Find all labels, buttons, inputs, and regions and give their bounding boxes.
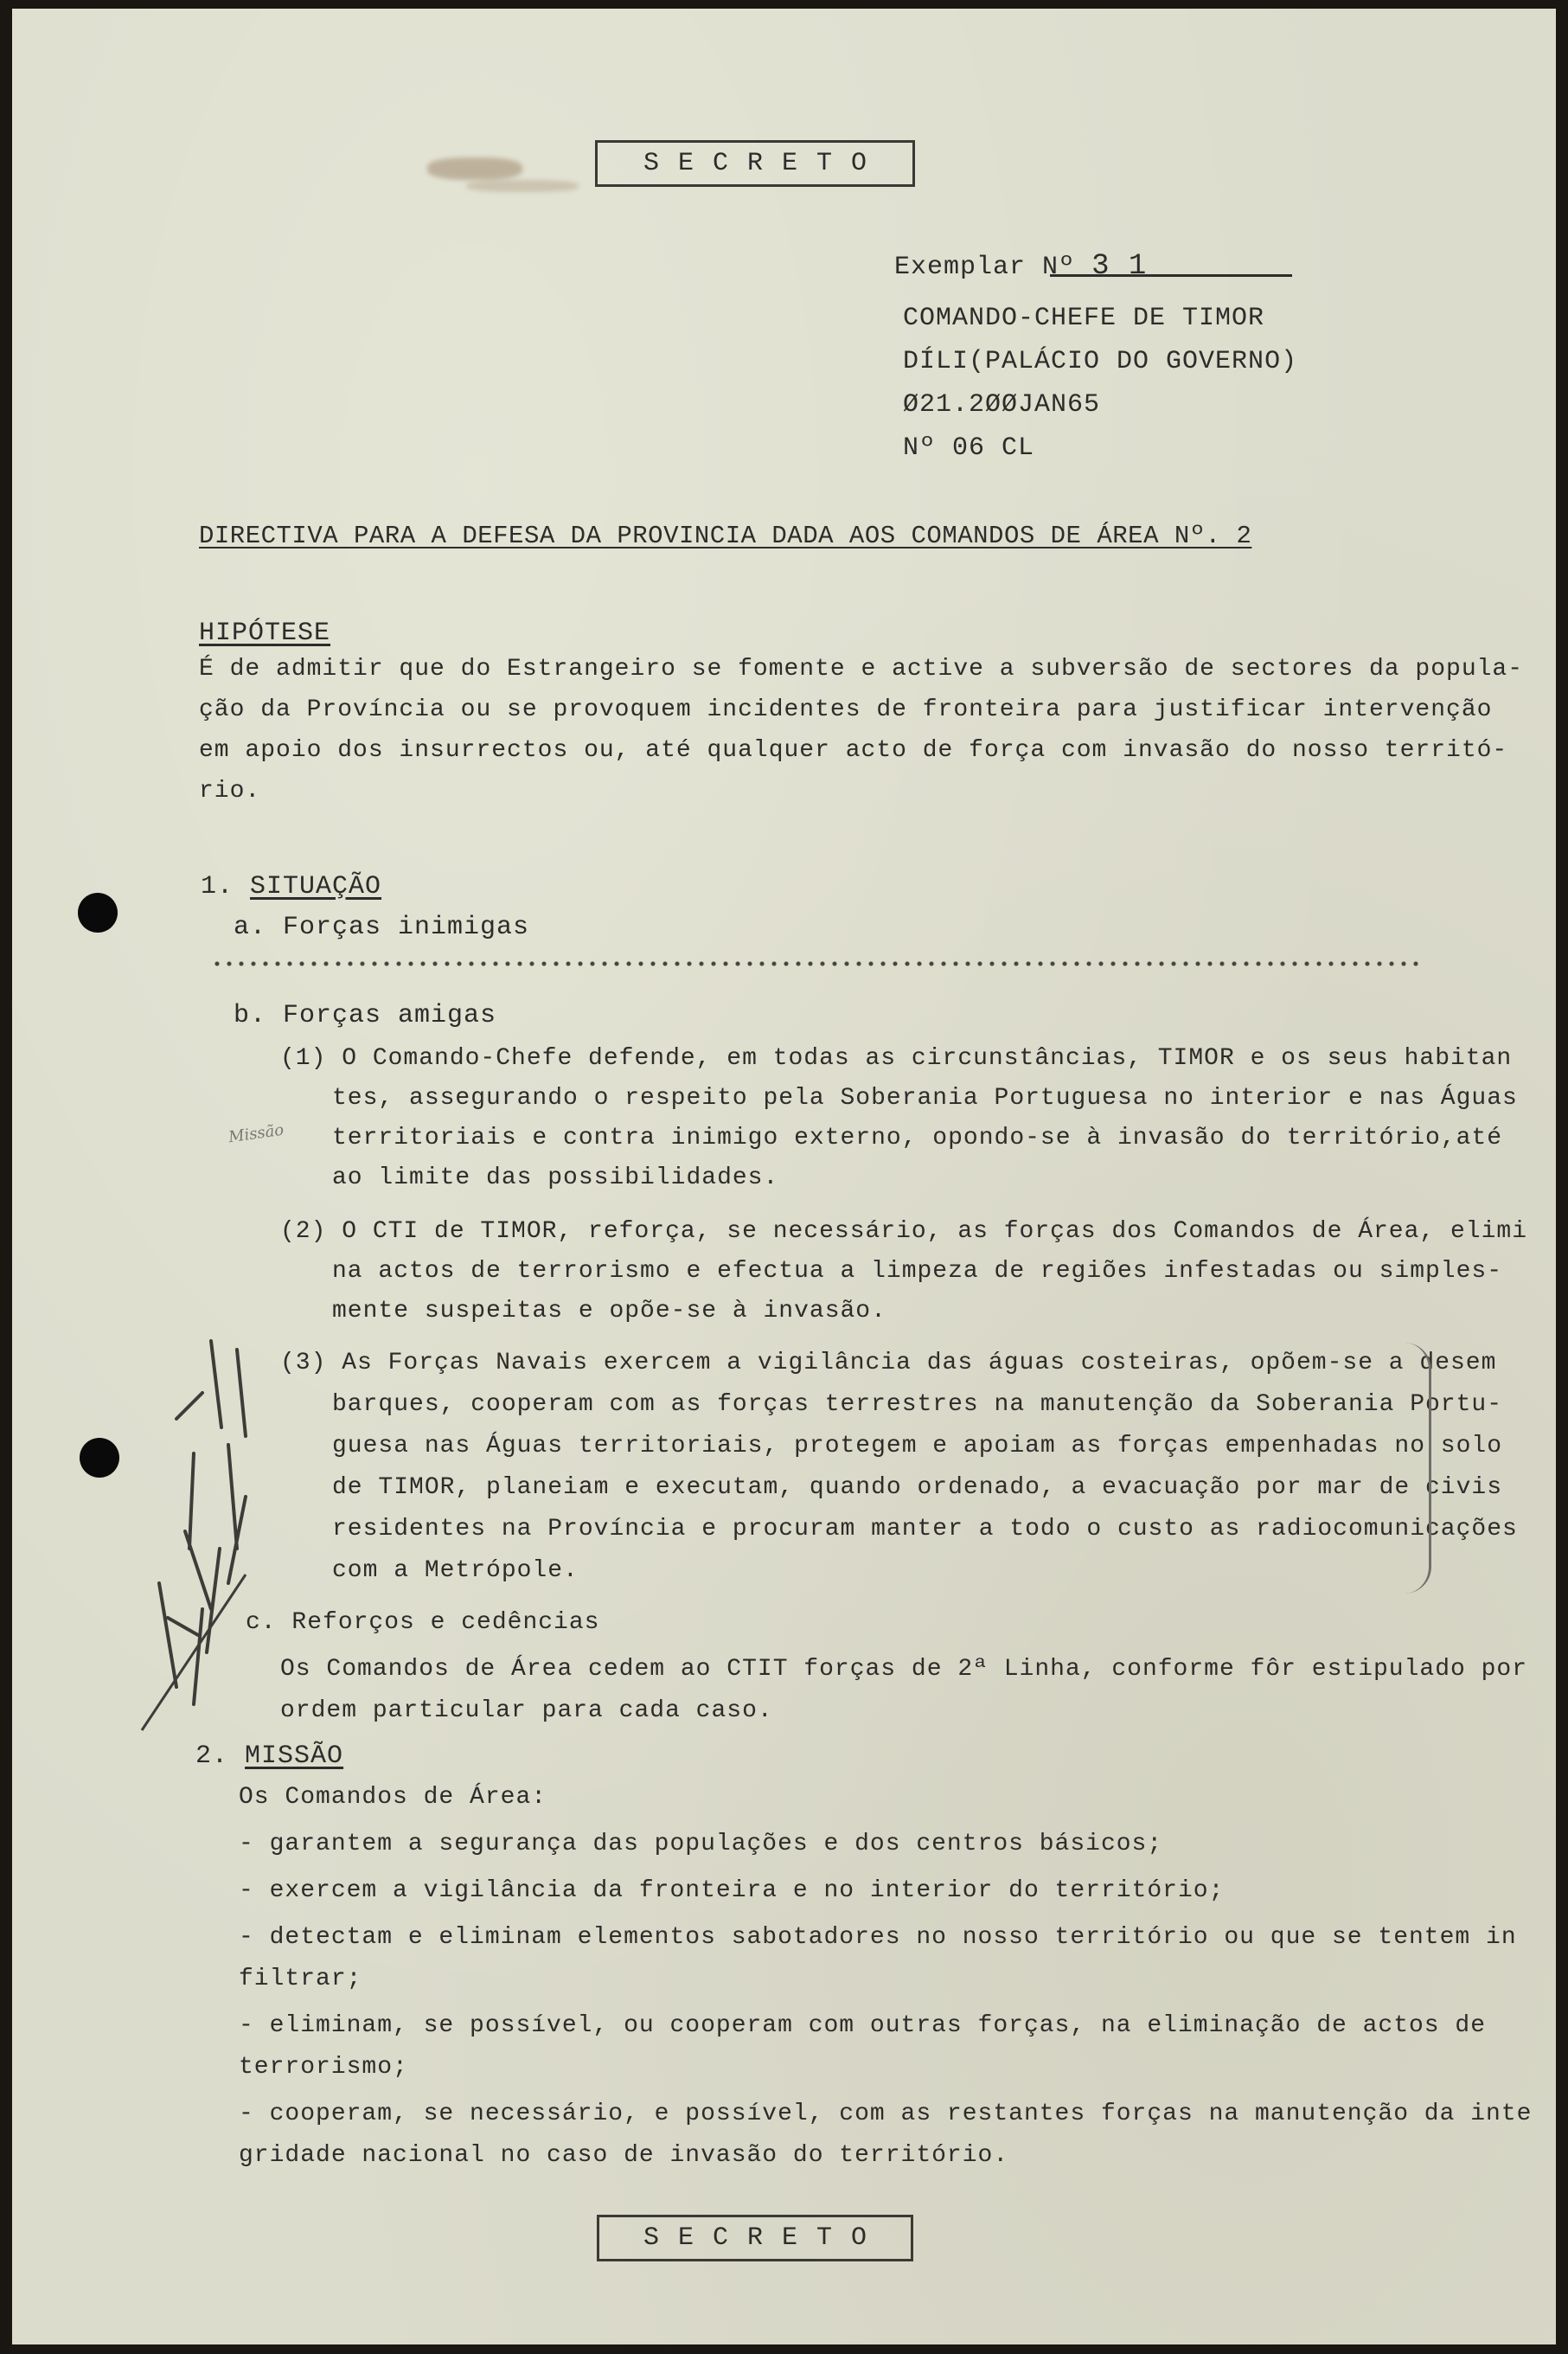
situacao-heading: 1. SITUAÇÃO	[201, 872, 382, 901]
missao-item: - detectam e eliminam elementos sabotadores no nosso território ou que se tentem in	[239, 1924, 1517, 1951]
header-line-number: Nº 06 CL	[903, 433, 1035, 463]
document-title: DIRECTIVA PARA A DEFESA DA PROVINCIA DADA AOS COMANDOS DE ÁREA Nº. 2	[199, 522, 1252, 550]
item1-line: ao limite das possibilidades.	[332, 1164, 779, 1191]
situacao-c: c. Reforços e cedências	[246, 1609, 600, 1636]
exemplar-label: Exemplar Nº 3 1	[894, 250, 1148, 283]
header-line-datetime: Ø21.2ØØJAN65	[903, 390, 1101, 420]
missao-item: terrorismo;	[239, 2054, 408, 2081]
situacao-b: b. Forças amigas	[234, 1001, 497, 1030]
item1-line: tes, assegurando o respeito pela Soberania Portuguesa no interior e nas Águas	[332, 1085, 1518, 1112]
item2-line: na actos de terrorismo e efectua a limpeza de regiões infestadas ou simples-	[332, 1258, 1503, 1285]
header-line-location: DÍLI(PALÁCIO DO GOVERNO)	[903, 347, 1298, 376]
item3-line: de TIMOR, planeiam e executam, quando ordenado, a evacuação por mar de civis	[332, 1474, 1503, 1501]
document-page	[12, 9, 1556, 2344]
missao-item: filtrar;	[239, 1966, 362, 1992]
missao-item: - exercem a vigilância da fronteira e no interior do território;	[239, 1877, 1225, 1904]
missao-intro: Os Comandos de Área:	[239, 1784, 547, 1811]
item1-line: (1) O Comando-Chefe defende, em todas as circunstâncias, TIMOR e os seus habitan	[280, 1045, 1513, 1072]
punch-hole	[78, 893, 118, 933]
hipotese-line: rio.	[199, 778, 261, 805]
missao-item: gridade nacional no caso de invasão do território.	[239, 2142, 1009, 2169]
hipotese-line: É de admitir que do Estrangeiro se fomente e active a subversão de sectores da popula-	[199, 656, 1524, 683]
missao-item: - garantem a segurança das populações e dos centros básicos;	[239, 1831, 1163, 1857]
item3-line: guesa nas Águas territoriais, protegem e apoiam as forças empenhadas no solo	[332, 1433, 1503, 1459]
secret-stamp-top: SECRETO	[595, 140, 915, 187]
situacao-c-line: ordem particular para cada caso.	[280, 1697, 773, 1724]
situacao-a: a. Forças inimigas	[234, 913, 530, 942]
dotted-separator	[211, 960, 1422, 967]
ink-smudge	[466, 180, 579, 192]
item3-line: com a Metrópole.	[332, 1557, 579, 1584]
item1-line: territoriais e contra inimigo externo, opondo-se à invasão do território,até	[332, 1125, 1503, 1151]
margin-bracket	[1405, 1343, 1431, 1594]
missao-item: - cooperam, se necessário, e possível, com as restantes forças na manutenção da inte	[239, 2101, 1533, 2127]
item2-line: (2) O CTI de TIMOR, reforça, se necessário, as forças dos Comandos de Área, elimi	[280, 1218, 1528, 1245]
hipotese-line: em apoio dos insurrectos ou, até qualquer acto de força com invasão do nosso territó-	[199, 737, 1508, 764]
missao-heading: 2. MISSÃO	[195, 1741, 344, 1771]
ink-smudge	[427, 157, 522, 180]
hipotese-line: ção da Província ou se provoquem incidentes de fronteira para justificar intervenção	[199, 696, 1493, 723]
handwritten-signature	[107, 1324, 280, 1739]
exemplar-value: 3 1	[1091, 250, 1148, 283]
hipotese-heading: HIPÓTESE	[199, 619, 331, 648]
item3-line: residentes na Província e procuram manter a todo o custo as radiocomunicações	[332, 1516, 1518, 1543]
header-line-command: COMANDO-CHEFE DE TIMOR	[903, 304, 1265, 333]
secret-stamp-bottom: SECRETO	[597, 2215, 913, 2261]
item2-line: mente suspeitas e opõe-se à invasão.	[332, 1298, 886, 1325]
item3-line: (3) As Forças Navais exercem a vigilância das águas costeiras, opõem-se a desem	[280, 1350, 1497, 1376]
exemplar-underline	[1050, 274, 1292, 277]
situacao-c-line: Os Comandos de Área cedem ao CTIT forças de 2ª Linha, conforme fôr estipulado por	[280, 1656, 1528, 1683]
margin-note: Missão	[227, 1120, 285, 1147]
missao-item: - eliminam, se possível, ou cooperam com outras forças, na eliminação de actos de	[239, 2012, 1487, 2039]
item3-line: barques, cooperam com as forças terrestres na manutenção da Soberania Portu-	[332, 1391, 1503, 1418]
